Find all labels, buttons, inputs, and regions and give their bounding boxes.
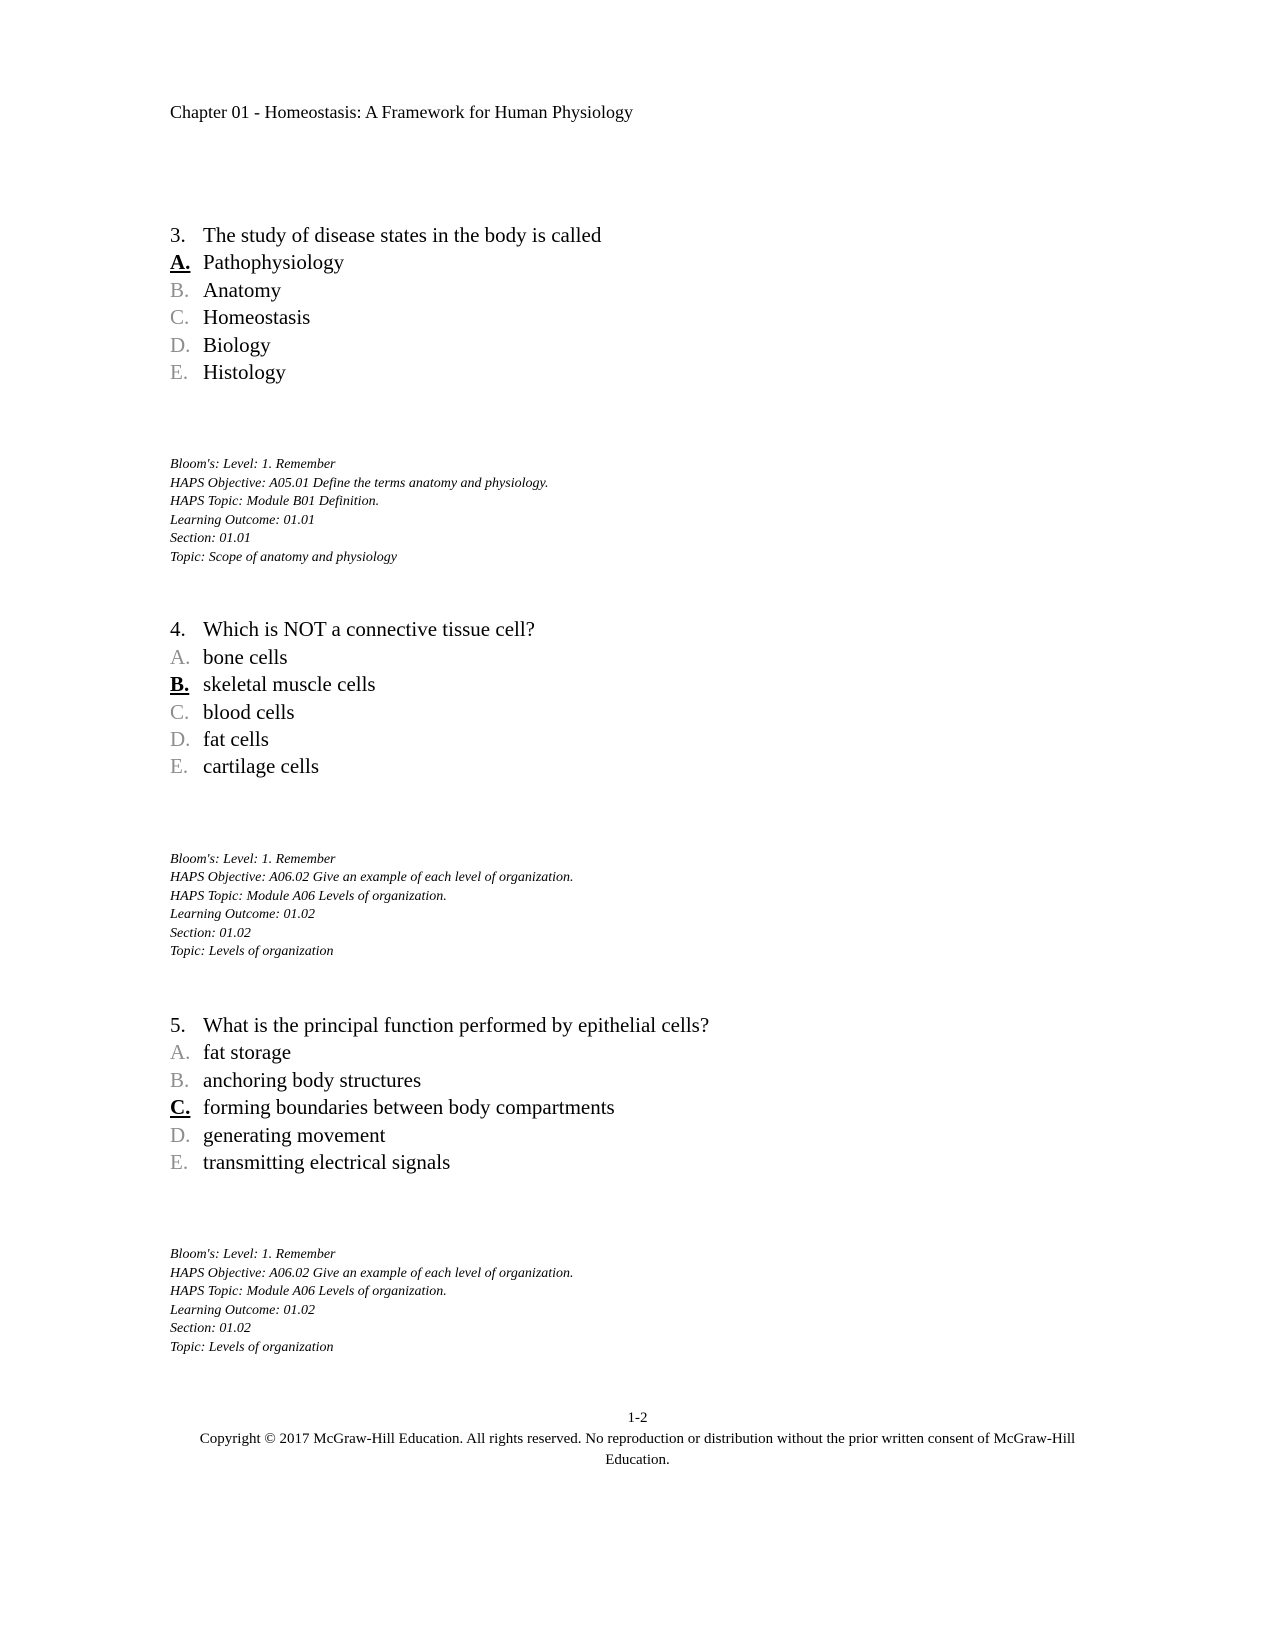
- metadata-line: Topic: Scope of anatomy and physiology: [170, 549, 397, 565]
- option-text: Anatomy: [203, 277, 282, 302]
- metadata-line: HAPS Topic: Module A06 Levels of organization.: [170, 1284, 447, 1300]
- question-text: [170, 616, 1105, 643]
- option-letter: A.: [170, 644, 191, 669]
- option-letter: A.: [170, 250, 191, 275]
- copyright-notice: Copyright © 2017 McGraw-Hill Education. All rights reserved. No reproduction or distribution without the prior written consent of McGraw-Hill Education.: [199, 1431, 1076, 1468]
- metadata-line: Section: 01.02: [170, 1321, 251, 1337]
- option-letter: C.: [170, 305, 190, 330]
- answer-option: [170, 332, 1105, 359]
- option-text: bone cells: [203, 644, 288, 669]
- option-letter: E.: [170, 1149, 189, 1174]
- metadata-line: Learning Outcome: 01.02: [170, 1302, 316, 1318]
- answer-option: [170, 699, 1105, 726]
- answer-option: [170, 671, 1105, 698]
- metadata-line: Bloom's: Level: 1. Remember: [170, 457, 336, 473]
- page-number: 1-2: [627, 1410, 648, 1426]
- metadata-line: Topic: Levels of organization: [170, 944, 334, 960]
- option-text: Pathophysiology: [203, 250, 345, 275]
- option-text: Homeostasis: [203, 305, 311, 330]
- option-letter: D.: [170, 727, 191, 752]
- metadata-line: Section: 01.02: [170, 925, 251, 941]
- option-letter: B.: [170, 277, 190, 302]
- question-block-5: [170, 1012, 1105, 1176]
- option-text: blood cells: [203, 699, 295, 724]
- metadata-line: HAPS Objective: A06.02 Give an example of each level of organization.: [170, 1265, 574, 1281]
- question-number: 3.: [170, 223, 186, 247]
- option-letter: B.: [170, 672, 190, 697]
- metadata-line: HAPS Topic: Module A06 Levels of organization.: [170, 888, 447, 904]
- option-letter: A.: [170, 1040, 191, 1065]
- question-metadata: [170, 456, 1105, 567]
- option-text: Biology: [203, 332, 271, 357]
- option-letter: C.: [170, 1095, 191, 1120]
- answer-option: [170, 1122, 1105, 1149]
- answer-option: [170, 753, 1105, 780]
- answer-option: [170, 249, 1105, 276]
- option-letter: B.: [170, 1067, 190, 1092]
- metadata-line: Bloom's: Level: 1. Remember: [170, 1247, 336, 1263]
- answer-option: [170, 1067, 1105, 1094]
- question-text: [170, 222, 1105, 249]
- question-number: 4.: [170, 617, 186, 642]
- answer-option: [170, 359, 1105, 386]
- question-metadata: [170, 1246, 1105, 1357]
- metadata-line: HAPS Objective: A06.02 Give an example of each level of organization.: [170, 870, 574, 886]
- answer-option: [170, 726, 1105, 753]
- question-block-3: [170, 222, 1105, 386]
- option-text: cartilage cells: [203, 754, 320, 779]
- option-text: Histology: [203, 360, 286, 385]
- option-text: fat storage: [203, 1040, 292, 1065]
- option-text: skeletal muscle cells: [203, 672, 376, 697]
- question-stem: What is the principal function performed by epithelial cells?: [203, 1012, 710, 1037]
- answer-option: [170, 1149, 1105, 1176]
- question-metadata: [170, 851, 1105, 962]
- metadata-line: Topic: Levels of organization: [170, 1339, 334, 1355]
- question-block-4: [170, 616, 1105, 780]
- option-text: generating movement: [203, 1122, 386, 1147]
- metadata-line: Section: 01.01: [170, 531, 251, 547]
- option-letter: E.: [170, 754, 189, 779]
- option-letter: D.: [170, 332, 191, 357]
- answer-option: [170, 1094, 1105, 1121]
- option-letter: D.: [170, 1122, 191, 1147]
- option-letter: E.: [170, 360, 189, 385]
- answer-option: [170, 304, 1105, 331]
- option-letter: C.: [170, 699, 190, 724]
- answer-option: [170, 277, 1105, 304]
- metadata-line: Learning Outcome: 01.01: [170, 512, 316, 528]
- option-text: anchoring body structures: [203, 1067, 422, 1092]
- question-stem: The study of disease states in the body is called: [203, 223, 602, 247]
- metadata-line: HAPS Topic: Module B01 Definition.: [170, 494, 380, 510]
- option-text: transmitting electrical signals: [203, 1149, 451, 1174]
- metadata-line: Learning Outcome: 01.02: [170, 907, 316, 923]
- metadata-line: Bloom's: Level: 1. Remember: [170, 851, 336, 867]
- option-text: fat cells: [203, 727, 269, 752]
- page-header-title: Chapter 01 - Homeostasis: A Framework for Human Physiology: [170, 102, 633, 122]
- question-text: [170, 1012, 1105, 1039]
- page-footer: [0, 1408, 1275, 1471]
- answer-option: [170, 644, 1105, 671]
- question-stem: Which is NOT a connective tissue cell?: [203, 617, 536, 642]
- option-text: forming boundaries between body compartments: [203, 1095, 615, 1120]
- answer-option: [170, 1039, 1105, 1066]
- question-number: 5.: [170, 1012, 186, 1037]
- metadata-line: HAPS Objective: A05.01 Define the terms anatomy and physiology.: [170, 475, 549, 491]
